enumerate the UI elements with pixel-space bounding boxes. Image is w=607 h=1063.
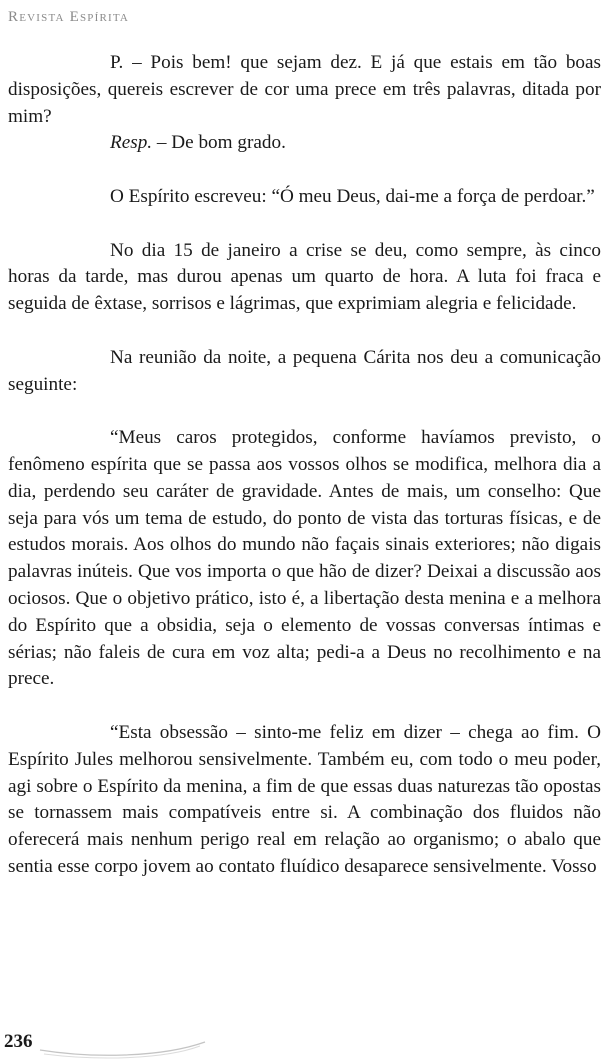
paragraph-communication: “Meus caros protegidos, conforme havíamos previsto, o fenômeno espírita que se passa aos vossos olhos se modifica, melhora dia a dia, perdendo seu caráter de gravidade. Antes de mais, um conselho: Que seja para vós um tema de estudo, do ponto de vista das torturas físicas, e de estudos morais. Aos olhos do mundo não façais sinais exteriores; não digais palavras inúteis. Que vos importa o que hão de dizer? Deixai a discussão aos ociosos. Que o objetivo prático, isto é, a libertação desta menina e a melhora do Espírito que a obsidia, seja o elemento de vossas conversas íntimas e sérias; não faleis de cura em voz alta; pedi-a a Deus no recolhimento e na prece.	[8, 427, 601, 690]
paragraph-obsession: “Esta obsessão – sinto-me feliz em dizer – chega ao fim. O Espírito Jules melhorou sensivelmente. Também eu, com todo o meu poder, agi sobre o Espírito da menina, a fim de que essas duas naturezas tão opostas se tornassem mais compatíveis entre si. A combinação dos fluidos não oferecerá mais nenhum perigo real em relação ao organismo; o abalo que sentia esse corpo jovem ao contato fluídico desaparece sensivelmente. Vosso	[8, 721, 601, 877]
response-label: Resp.	[110, 132, 153, 154]
paragraph-response	[8, 130, 601, 157]
running-head: Revista Espírita	[8, 9, 130, 25]
page-body	[8, 50, 601, 881]
page-number: 236	[4, 1031, 33, 1052]
paragraph-question: P. – Pois bem! que sejam dez. E já que estais em tão boas disposições, quereis escrever de cor uma prece em três palavras, ditada por mim?	[8, 52, 601, 127]
response-text: – De bom grado.	[152, 132, 286, 154]
paragraph-prayer: O Espírito escreveu: “Ó meu Deus, dai-me a força de perdoar.”	[110, 185, 595, 207]
paragraph-meeting: Na reunião da noite, a pequena Cárita nos deu a comunicação seguinte:	[8, 346, 601, 395]
paragraph-crisis: No dia 15 de janeiro a crise se deu, como sempre, às cinco horas da tarde, mas durou apenas um quarto de hora. A luta foi fraca e seguida de êxtase, sorrisos e lágrimas, que exprimiam alegria e felicidade.	[8, 239, 601, 315]
page-swoosh-ornament	[0, 1028, 230, 1063]
